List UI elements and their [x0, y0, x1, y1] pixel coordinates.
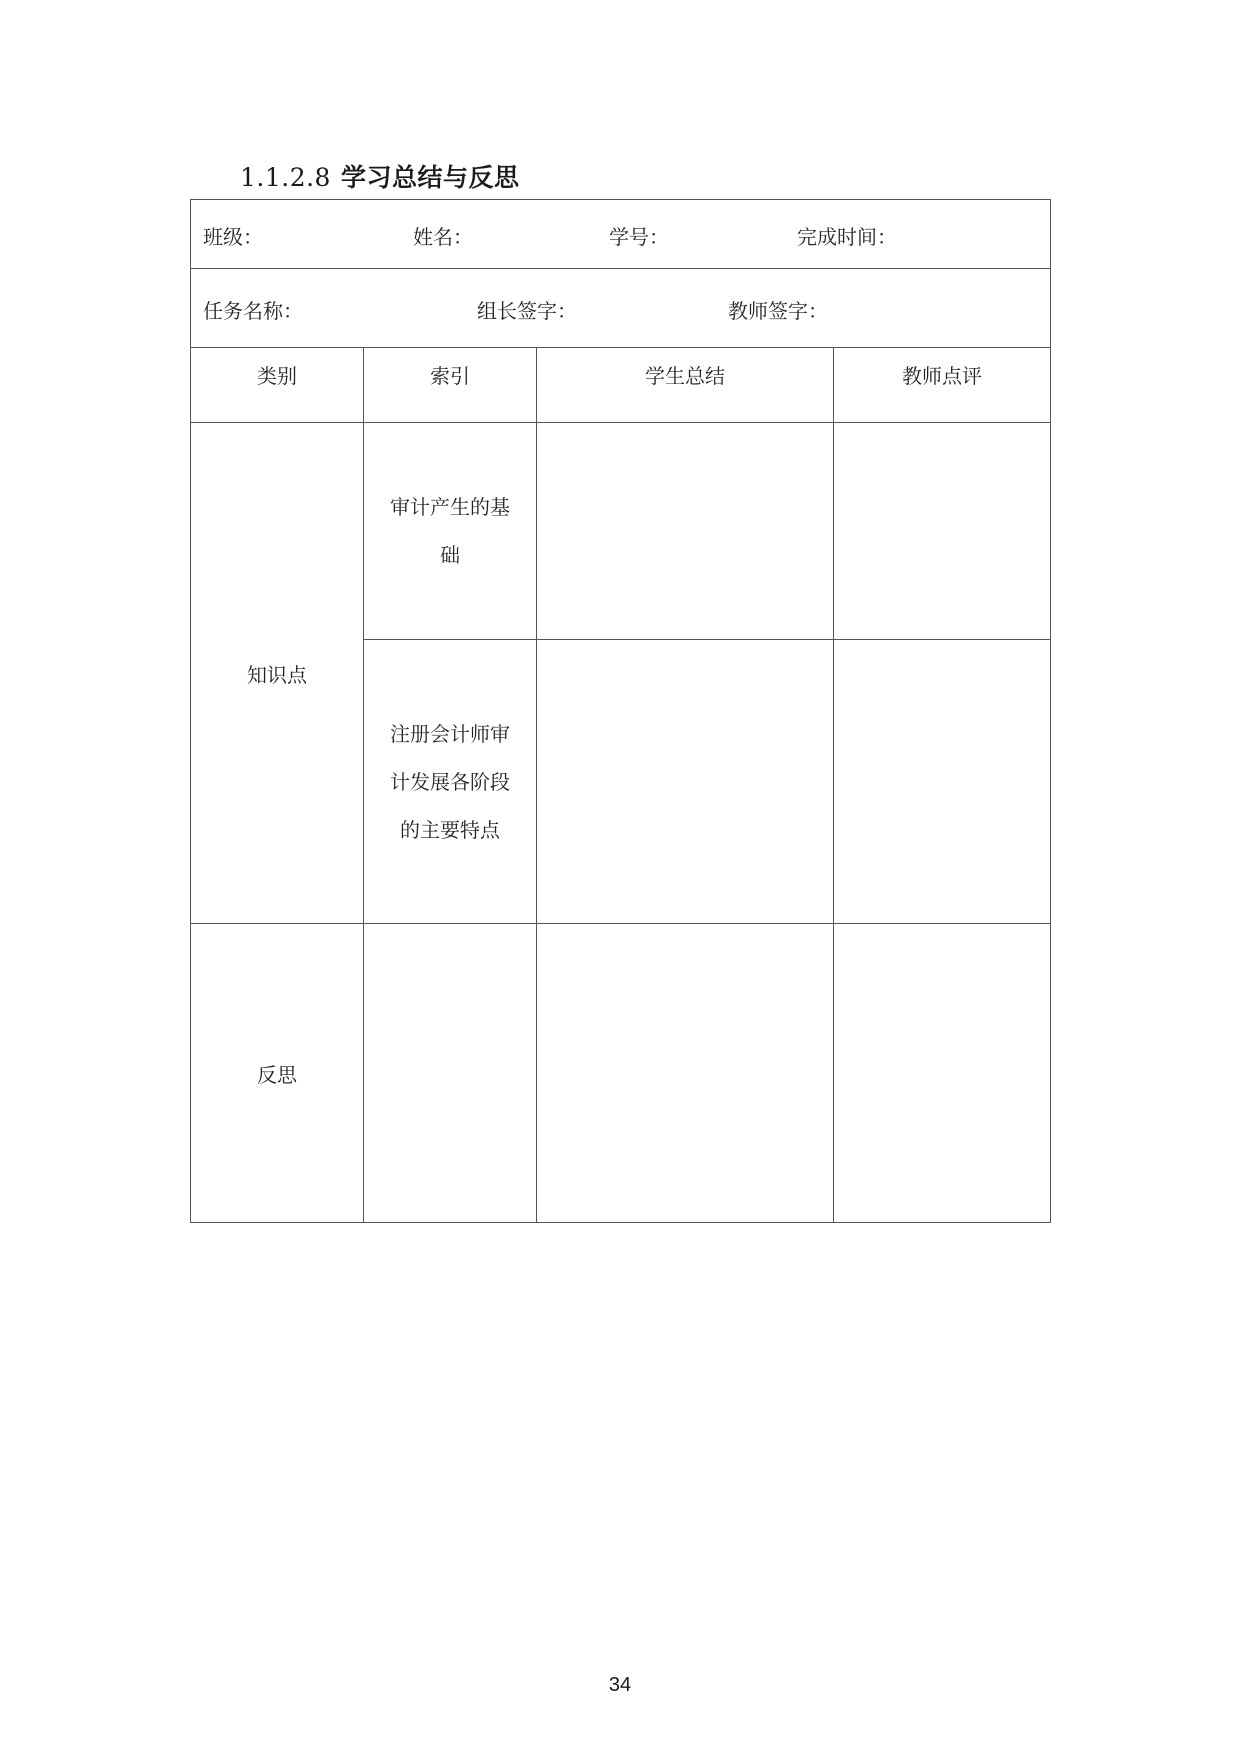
teacher-signature-field[interactable]: 教师签字：	[728, 299, 828, 323]
category-reflection: 反思	[191, 924, 364, 1223]
student-summary-cell[interactable]	[537, 924, 834, 1223]
knowledge-row-1	[191, 423, 1051, 640]
name-field[interactable]: 姓名：	[413, 225, 473, 249]
info-cell-2	[191, 269, 1051, 348]
section-heading	[240, 158, 519, 194]
index-cell[interactable]	[364, 924, 537, 1223]
index-cpa-audit-stages-text: 注册会计师审计发展各阶段的主要特点	[390, 721, 510, 842]
teacher-comment-cell[interactable]	[834, 423, 1051, 640]
index-audit-basis	[364, 423, 537, 640]
leader-signature-field[interactable]: 组长签字：	[477, 299, 577, 323]
header-row	[191, 348, 1051, 423]
task-name-field[interactable]: 任务名称：	[203, 299, 303, 323]
header-index: 索引	[364, 348, 537, 423]
section-number: 1.1.2.8	[240, 163, 331, 192]
class-field[interactable]: 班级：	[203, 225, 263, 249]
teacher-comment-cell[interactable]	[834, 924, 1051, 1223]
reflection-row	[191, 924, 1051, 1223]
index-audit-basis-text: 审计产生的基础	[390, 495, 510, 567]
teacher-comment-cell[interactable]	[834, 640, 1051, 924]
header-category: 类别	[191, 348, 364, 423]
page-number: 34	[608, 1674, 632, 1696]
summary-reflection-table	[190, 199, 1051, 1223]
category-knowledge: 知识点	[191, 423, 364, 924]
index-cpa-audit-stages	[364, 640, 537, 924]
info-row-2	[191, 269, 1051, 348]
student-summary-cell[interactable]	[537, 423, 834, 640]
header-teacher-comment: 教师点评	[834, 348, 1051, 423]
completion-time-field[interactable]: 完成时间：	[797, 225, 897, 249]
student-summary-cell[interactable]	[537, 640, 834, 924]
info-cell-1	[191, 200, 1051, 269]
header-student-summary: 学生总结	[537, 348, 834, 423]
section-title: 学习总结与反思	[340, 163, 520, 192]
info-row-1	[191, 200, 1051, 269]
student-id-field[interactable]: 学号：	[609, 225, 669, 249]
